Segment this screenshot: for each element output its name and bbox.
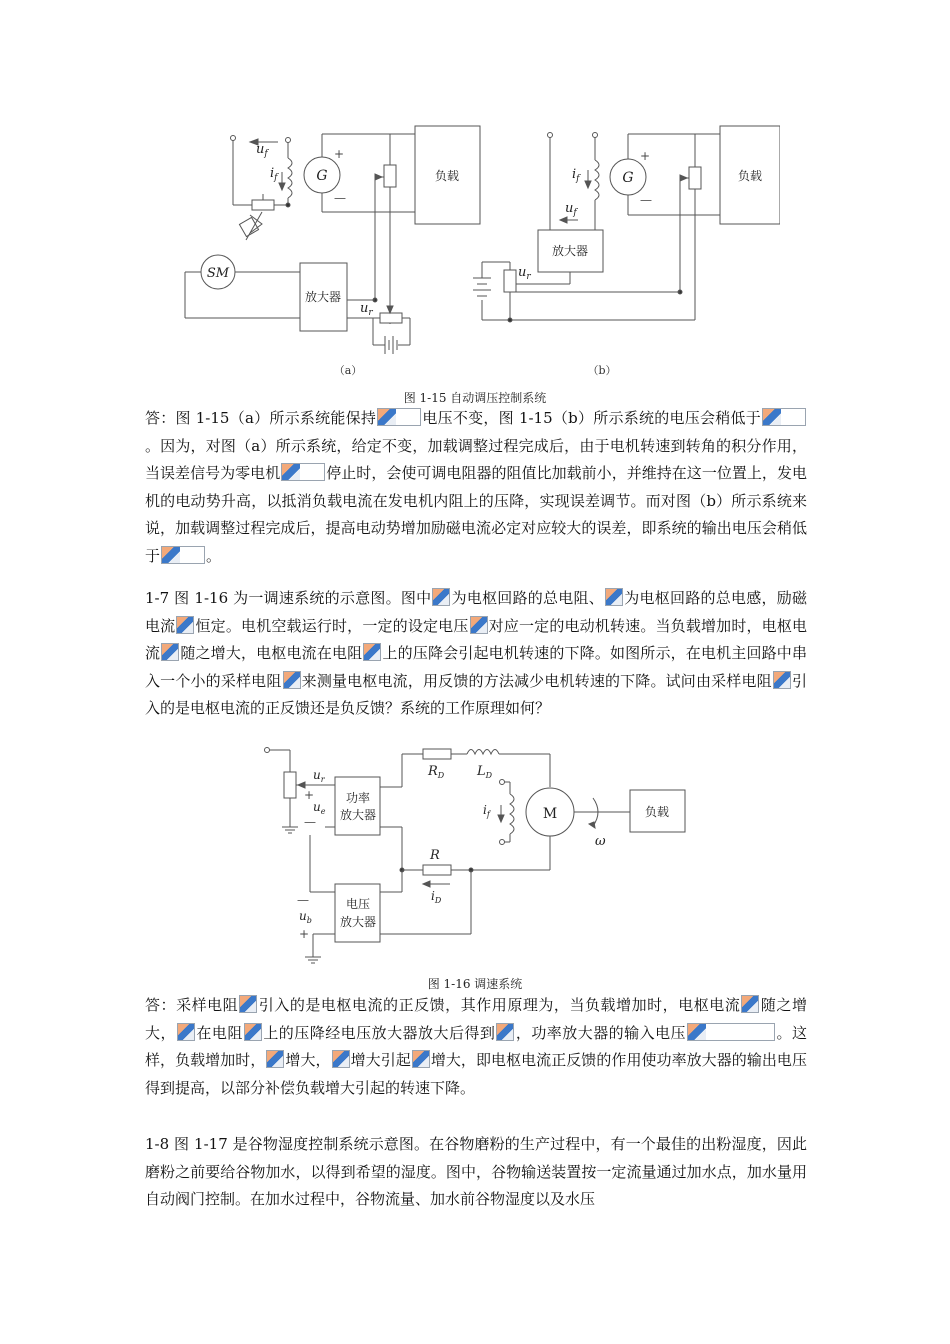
math-image-icon bbox=[773, 671, 791, 689]
svg-text:ur: $u_r$ bbox=[313, 768, 325, 784]
question-1-7: 1-7 图 1-16 为一调速系统的示意图。图中 为电枢回路的总电阻、 为电枢回路的总电感，励磁电流 恒定。电机空载运行时，一定的设定电压 对应一定的电动机转速。当负载增加时，电枢电流 随之增大，电枢电流在电阻 上的压降会引起电机转速的下降。如图所示，在电机主回路中串入一个小的采样电阻 来测量电枢电流，用反馈的方法减少电机转速的下降。试问由采样电阻 引入的是电枢电流的正反馈还是负反馈？系统的工作原理如何？ bbox=[145, 589, 807, 717]
omega-label: ω bbox=[595, 834, 606, 849]
label-uf-a: $u_f$ bbox=[256, 142, 268, 159]
math-image-icon bbox=[432, 588, 450, 606]
svg-text:ue: $u_e$ bbox=[313, 800, 326, 816]
amplifier-b-label: 放大器 bbox=[551, 244, 589, 258]
svg-text:+: + bbox=[334, 147, 345, 161]
generator-a-label: G bbox=[316, 168, 328, 184]
math-image-icon bbox=[177, 1023, 195, 1041]
sampling-resistor-r bbox=[423, 865, 451, 875]
power-amp-label-1: 功率 bbox=[345, 791, 371, 805]
svg-text:—: — bbox=[334, 191, 346, 205]
svg-text:ur: $u_r$ bbox=[518, 265, 531, 282]
math-image-icon bbox=[239, 995, 257, 1013]
sub-caption-a: （a） bbox=[333, 364, 363, 377]
math-image-icon bbox=[266, 1050, 284, 1068]
figure-1-16-caption: 图 1-16 调速系统 bbox=[427, 977, 523, 991]
math-image-icon bbox=[281, 463, 325, 481]
figure-1-15 bbox=[170, 120, 780, 385]
output-pot-b bbox=[689, 167, 701, 189]
math-image-icon bbox=[363, 643, 381, 661]
svg-text:负载: 负载 bbox=[737, 169, 763, 183]
voltage-amplifier bbox=[335, 884, 380, 942]
math-image-icon bbox=[741, 995, 759, 1013]
svg-text:—: — bbox=[640, 193, 652, 207]
power-amp-label-2: 放大器 bbox=[339, 808, 377, 822]
svg-text:ub: $u_b$ bbox=[299, 909, 312, 925]
ref-pot-b bbox=[504, 270, 516, 292]
sm-label: SM bbox=[206, 266, 230, 281]
svg-text:—: — bbox=[297, 893, 309, 907]
armature-resistor-rd bbox=[423, 749, 451, 759]
math-image-icon bbox=[687, 1023, 775, 1041]
math-image-icon bbox=[244, 1023, 262, 1041]
power-amplifier bbox=[335, 777, 380, 835]
svg-text:+: + bbox=[640, 149, 651, 163]
voltage-amp-label-1: 电压 bbox=[345, 897, 371, 911]
terminal-a-top bbox=[231, 136, 236, 141]
answer-1-6: 答：图 1-15（a）所示系统能保持 电压不变，图 1-15（b）所示系统的电压会稍低于。因为，对图（a）所示系统，给定不变，加载调整过程完成后，由于电机转速到转角的积分作用，当误差信号为零电机 停止时，会使可调电阻器的阻值比加载前小，并维持在这一位置上，发电机的电动势升高，以抵消负载电流在发电机内阻上的压降，实现误差调节。而对图（b）所示系统来说，加载调整过程完成后，提高电动势增加励磁电流必定对应较大的误差，即系统的输出电压会稍低于 。 bbox=[145, 409, 807, 565]
ref-pot-a bbox=[380, 313, 402, 323]
svg-text:if: $i_f$ bbox=[572, 167, 580, 184]
math-image-icon bbox=[377, 408, 421, 426]
motor-label: M bbox=[542, 806, 558, 822]
math-image-icon bbox=[283, 671, 301, 689]
math-image-icon bbox=[496, 1023, 514, 1041]
load-a-label: 负载 bbox=[434, 169, 460, 183]
svg-text:ur: $u_r$ bbox=[360, 301, 373, 318]
svg-text:LD: $L_D$ bbox=[477, 764, 493, 780]
answer-1-7: 答：采样电阻 引入的是电枢电流的正反馈，其作用原理为，当负载增加时，电枢电流 随之增大， 在电阻 上的压降经电压放大器放大后得到 ，功率放大器的输入电压 。这样，负载增加时， 增大， 增大引起 增大，即电枢电流正反馈的作用使功率放大器的输出电压得到提高，以部分补偿负载增大引起的转速下降。 bbox=[145, 996, 807, 1097]
svg-text:+: + bbox=[299, 927, 310, 941]
field-rheostat-a bbox=[252, 200, 274, 210]
voltage-amp-label-2: 放大器 bbox=[339, 915, 377, 929]
svg-text:iD: $i_D$ bbox=[431, 889, 442, 905]
svg-text:+: + bbox=[304, 788, 315, 802]
sub-caption-b: （b） bbox=[587, 364, 617, 377]
label-if-a: $i_f$ bbox=[270, 166, 278, 183]
math-image-icon bbox=[161, 546, 205, 564]
math-image-icon bbox=[412, 1050, 430, 1068]
setpoint-pot bbox=[284, 772, 296, 798]
question-1-8: 1-8 图 1-17 是谷物湿度控制系统示意图。在谷物磨粉的生产过程中，有一个最佳的出粉湿度，因此磨粉之前要给谷物加水，以得到希望的湿度。图中，谷物输送装置按一定流量通过加水点，加水量用自动阀门控制。在加水过程中，谷物流量、加水前谷物湿度以及水压 bbox=[145, 1135, 807, 1208]
math-image-icon bbox=[470, 616, 488, 634]
math-image-icon bbox=[161, 643, 179, 661]
svg-text:G: G bbox=[622, 170, 634, 186]
svg-text:RD: $R_D$ bbox=[428, 764, 445, 780]
amplifier-a-label: 放大器 bbox=[304, 290, 342, 304]
svg-text:—: — bbox=[304, 815, 316, 829]
math-image-icon bbox=[605, 588, 623, 606]
math-image-icon bbox=[762, 408, 806, 426]
svg-text:uf: $u_f$ bbox=[565, 201, 577, 218]
resistor-r-label: R bbox=[430, 848, 440, 863]
gear-box-icon bbox=[239, 217, 258, 236]
figure-1-16 bbox=[255, 742, 695, 970]
math-image-icon bbox=[332, 1050, 350, 1068]
figure-1-15-caption: 图 1-15 自动调压控制系统 bbox=[403, 391, 547, 405]
load-16-label: 负载 bbox=[644, 805, 670, 819]
output-pot-a bbox=[384, 165, 396, 187]
svg-text:if: $i_f$ bbox=[483, 803, 490, 819]
math-image-icon bbox=[176, 616, 194, 634]
